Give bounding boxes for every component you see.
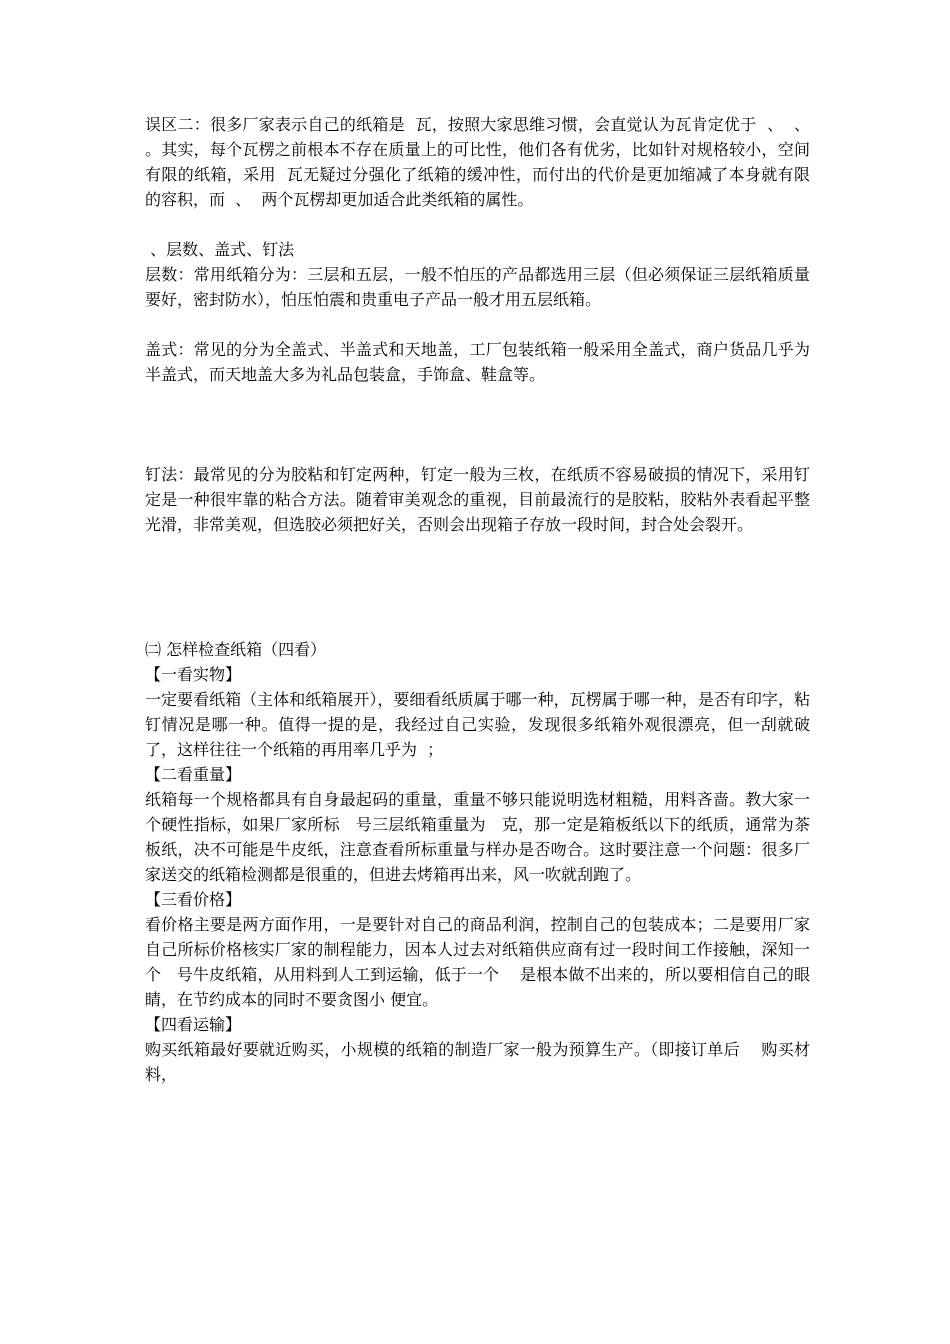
paragraph-layers: 层数：常用纸箱分为：三层和五层，一般不怕压的产品都选用三层（但必须保证三层纸箱质量要好，密封防水），怕压怕震和贵重电子产品一般才用五层纸箱。 (145, 265, 810, 309)
document-page (145, 112, 821, 1087)
spacer (145, 312, 810, 337)
subheading-look-at-price: 【三看价格】 (145, 890, 242, 909)
subheading-look-at-transport: 【四看运输】 (145, 1015, 242, 1034)
paragraph-lid-style: 盖式：常见的分为全盖式、半盖式和天地盖，工厂包装纸箱一般采用全盖式，商户货品几乎为半盖式，而天地盖大多为礼品包装盒，手饰盒、鞋盒等。 (145, 340, 810, 384)
spacer (145, 212, 810, 237)
spacer (145, 387, 810, 462)
paragraph-look-at-weight: 纸箱每一个规格都具有自身最起码的重量，重量不够只能说明选材粗糙，用料吝啬。教大家一个硬性指标，如果厂家所标 号三层纸箱重量为 克，那一定是箱板纸以下的纸质，通常为茶板纸，决不可能是牛皮纸，注意查看所标重量与样办是否吻合。这时要注意一个问题：很多厂家送交的纸箱检测都是很重的，但进去烤箱再出来，风一吹就刮跑了。 (145, 790, 810, 884)
paragraph-misconception-two: 误区二：很多厂家表示自己的纸箱是 瓦，按照大家思维习惯，会直觉认为瓦肯定优于 、 、 。其实，每个瓦楞之前根本不存在质量上的可比性，他们各有优劣，比如针对规格较小，空间有限的纸箱，采用 瓦无疑过分强化了纸箱的缓冲性，而付出的代价是更加缩减了本身就有限的容积，而 、 两个瓦楞却更加适合此类纸箱的属性。 (145, 115, 821, 209)
subheading-look-at-object: 【一看实物】 (145, 665, 242, 684)
section-heading-layers: 、层数、盖式、钉法 (145, 240, 295, 259)
subheading-look-at-weight: 【二看重量】 (145, 765, 242, 784)
paragraph-look-at-object: 一定要看纸箱（主体和纸箱展开），要细看纸质属于哪一种，瓦楞属于哪一种，是否有印字，粘钉情况是哪一种。值得一提的是，我经过自己实验，发现很多纸箱外观很漂亮，但一刮就破了，这样往往一个纸箱的再用率几乎为 ； (145, 690, 810, 759)
paragraph-nailing: 钉法：最常见的分为胶粘和钉定两种，钉定一般为三枚，在纸质不容易破损的情况下，采用钉定是一种很牢靠的粘合方法。随着审美观念的重视，目前最流行的是胶粘，胶粘外表看起平整光滑，非常美观，但选胶必须把好关，否则会出现箱子存放一段时间，封合处会裂开。 (145, 465, 810, 534)
section-heading-how-to-check: ㈡ 怎样检查纸箱（四看） (145, 640, 327, 659)
spacer (145, 537, 810, 637)
paragraph-look-at-transport: 购买纸箱最好要就近购买，小规模的纸箱的制造厂家一般为预算生产。（即接订单后 购买材料， (145, 1040, 810, 1084)
paragraph-look-at-price: 看价格主要是两方面作用，一是要针对自己的商品利润，控制自己的包装成本；二是要用厂家自己所标价格核实厂家的制程能力，因本人过去对纸箱供应商有过一段时间工作接触，深知一个 号牛皮纸箱，从用料到人工到运输，低于一个 是根本做不出来的，所以要相信自己的眼睛，在节约成本的同时不要贪图小 便宜。 (145, 915, 810, 1009)
